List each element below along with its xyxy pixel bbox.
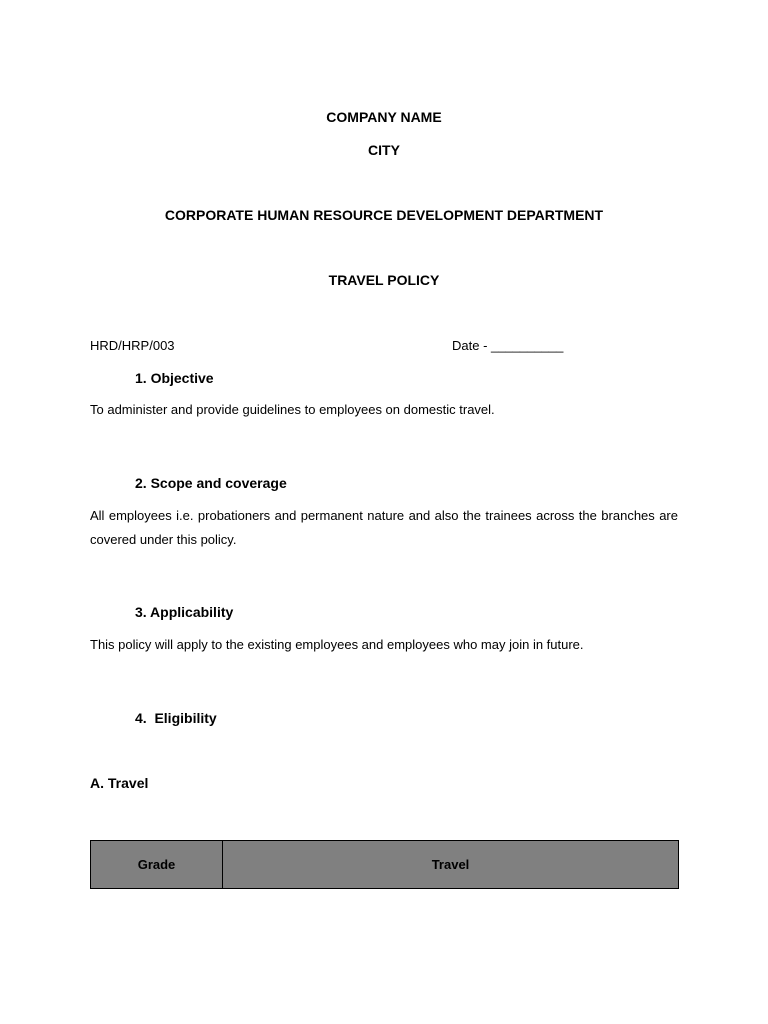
section-heading-objective: 1. Objective xyxy=(135,370,214,386)
section-text-applicability: This policy will apply to the existing employees and employees who may join in future. xyxy=(90,637,584,652)
section-heading-label: . Scope and coverage xyxy=(142,475,287,491)
section-text-scope: All employees i.e. probationers and permanent nature and also the trainees across the branches are covered under this policy. xyxy=(90,508,678,547)
department-title: CORPORATE HUMAN RESOURCE DEVELOPMENT DEPARTMENT xyxy=(164,207,604,223)
table-header-row xyxy=(91,841,679,889)
document-title: TRAVEL POLICY xyxy=(328,272,440,288)
table-header-grade: Grade xyxy=(91,841,223,889)
section-heading-scope xyxy=(135,475,287,491)
reference-number: HRD/HRP/003 xyxy=(90,338,175,353)
section-heading-applicability: 3. Applicability xyxy=(135,604,234,620)
section-heading-eligibility: 4. Eligibility xyxy=(135,710,217,726)
table-header-travel: Travel xyxy=(223,841,679,889)
section-number: 2 xyxy=(135,475,143,491)
date-field: Date - __________ xyxy=(452,338,564,353)
section-text-objective: To administer and provide guidelines to employees on domestic travel. xyxy=(90,402,495,417)
company-name: COMPANY NAME xyxy=(326,109,442,125)
travel-grade-table xyxy=(90,840,679,889)
city: CITY xyxy=(368,142,400,158)
subsection-heading-travel: A. Travel xyxy=(90,775,149,791)
